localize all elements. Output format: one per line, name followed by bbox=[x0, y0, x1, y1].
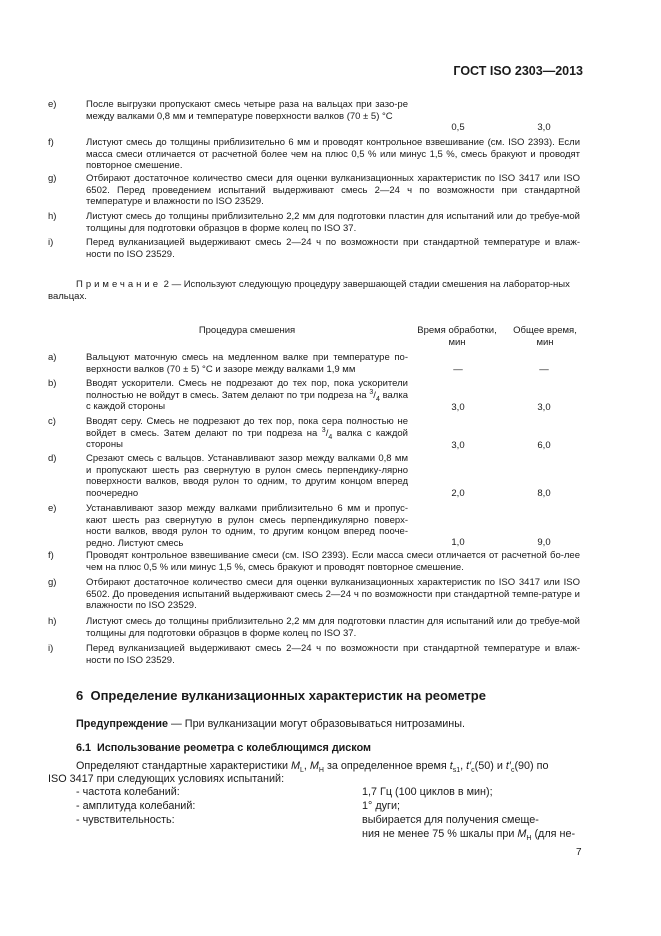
list-letter: g) bbox=[48, 577, 57, 588]
time-value: 0,5 bbox=[451, 122, 465, 133]
warning-text: — При вулканизации могут образовываться нитрозамины. bbox=[168, 718, 465, 730]
list-text: Листуют смесь до толщины приблизительно 2,2 мм для подготовки пластин для испытаний или до требуе-мой толщины для подготовки образцов в форме колец по ISO 37. bbox=[86, 211, 580, 234]
table-header-procedure: Процедура смешения bbox=[198, 325, 296, 336]
list-text: После выгрузки пропускают смесь четыре раза на вальцах при зазо-ре между валками 0,8 мм и температуре поверхности валков (70 ± 5) °С bbox=[86, 99, 408, 122]
total-time-value: 9,0 bbox=[537, 537, 551, 548]
list-text: Перед вулканизацией выдерживают смесь 2—24 ч по возможности при стандартной температуре и влаж-ности по ISO 23529. bbox=[86, 643, 580, 666]
time-value: — bbox=[453, 364, 463, 375]
total-time-value: 8,0 bbox=[537, 488, 551, 499]
list-letter: c) bbox=[48, 416, 56, 427]
note-text: 2 — Используют следующую процедуру завершающей стадии смешения на лаборатор-ных вальцах. bbox=[48, 279, 570, 302]
list-letter: a) bbox=[48, 352, 57, 363]
list-text: Проводят контрольное взвешивание смеси (см. ISO 2393). Если масса смеси отличается от расчетной бо-лее чем на плюс 0,5 % или минус 1,5 %, смесь бракуют и проводят повторное смешение. bbox=[86, 550, 580, 573]
condition-value: 1,7 Гц (100 циклов в мин); bbox=[362, 786, 493, 798]
intro-line: Определяют стандартные характеристики $M_L$, $M_H$ за определенное время $t_{s1}$, $t'_c(50)$ и $t'_c(90)$ по bbox=[76, 760, 549, 775]
table-header-total-time: Общее время, мин bbox=[513, 325, 577, 348]
list-letter: h) bbox=[48, 616, 57, 627]
list-letter: i) bbox=[48, 237, 54, 248]
warning-paragraph bbox=[76, 718, 465, 731]
table-header-time: Время обработки, мин bbox=[417, 325, 497, 348]
condition-value: 1° дуги; bbox=[362, 800, 400, 812]
list-letter: e) bbox=[48, 503, 57, 514]
list-letter: f) bbox=[48, 137, 54, 148]
list-text: Срезают смесь с вальцов. Устанавливают зазор между валками 0,8 мм и пропускают шесть раз свернутую в рулон смесь перпендику-лярно поверхности валков, вводя рулон то одним, то другим концом вперед поочередно bbox=[86, 453, 408, 499]
list-text: Устанавливают зазор между валками приблизительно 6 мм и пропус-кают шесть раз свернутую в рулон смесь перпендикулярно поверх-ности валков, вводя рулон то одним, то другим концом вперед пооче-редно. Листуют смесь bbox=[86, 503, 408, 549]
list-text: Перед вулканизацией выдерживают смесь 2—24 ч по возможности при стандартной температуре и влаж-ности по ISO 23529. bbox=[86, 237, 580, 260]
list-letter: f) bbox=[48, 550, 54, 561]
list-text: Отбирают достаточное количество смеси для оценки вулканизационных характеристик по ISO 3417 или ISO 6502. До проведения испытаний выдерживают смесь 2—24 ч по возможности при стандартной темпе-ратуре и влажности по ISO 23529. bbox=[86, 577, 580, 612]
total-time-value: — bbox=[539, 364, 549, 375]
page-number: 7 bbox=[576, 847, 582, 858]
intro-line-2: ISO 3417 при следующих условиях испытаний: bbox=[48, 773, 285, 785]
condition-label: - чувствительность: bbox=[76, 814, 175, 826]
list-letter: h) bbox=[48, 211, 57, 222]
list-text: Вводят ускорители. Смесь не подрезают до тех пор, пока ускорители полностью не войдут в смесь. Затем делают по три подреза на $^3/_4$ валка с каждой стороны bbox=[86, 378, 408, 413]
condition-label: - частота колебаний: bbox=[76, 786, 180, 798]
document-header-title: ГОСТ ISO 2303—2013 bbox=[453, 64, 583, 78]
list-text: Отбирают достаточное количество смеси для оценки вулканизационных характеристик по ISO 3417 или ISO 6502. Перед проведением испытаний выдерживают смесь 2—24 ч по возможности при стандартной температуре и влажности по ISO 23529. bbox=[86, 173, 580, 208]
total-time-value: 6,0 bbox=[537, 440, 551, 451]
list-text: Вальцуют маточную смесь на медленном валке при температуре по-верхности валков (70 ± 5) °С и зазоре между валками 1,9 мм bbox=[86, 352, 408, 375]
list-letter: e) bbox=[48, 99, 57, 110]
list-text: Листуют смесь до толщины приблизительно 6 мм и проводят контрольное взвешивание (см. ISO 2393). Если масса смеси отличается от расчетной более чем на плюс 0,5 % или минус 1,5 %, смесь бракуют и проводят повторное смешение. bbox=[86, 137, 580, 172]
list-text: Вводят серу. Смесь не подрезают до тех пор, пока сера полностью не войдет в смесь. Затем делают по три подреза на $^3/_4$ валка с каждой стороны bbox=[86, 416, 408, 451]
note-paragraph bbox=[48, 279, 581, 302]
condition-value: выбирается для получения смеще- bbox=[362, 814, 539, 826]
subsection-heading: 6.1 Использование реометра с колеблющимся диском bbox=[76, 742, 372, 754]
warning-label: Предупреждение bbox=[76, 718, 169, 730]
list-text: Листуют смесь до толщины приблизительно 2,2 мм для подготовки пластин для испытаний или до требуе-мой толщины для подготовки образцов в форме колец по ISO 37. bbox=[86, 616, 580, 639]
condition-label: - амплитуда колебаний: bbox=[76, 800, 196, 812]
list-letter: d) bbox=[48, 453, 57, 464]
total-time-value: 3,0 bbox=[537, 122, 551, 133]
time-value: 1,0 bbox=[451, 537, 465, 548]
time-value: 3,0 bbox=[451, 440, 465, 451]
section-heading: 6 Определение вулканизационных характеристик на реометре bbox=[76, 688, 486, 703]
condition-value-cont: ния не менее 75 % шкалы при $M_H$ (для не- bbox=[362, 828, 576, 843]
list-letter: i) bbox=[48, 643, 54, 654]
list-letter: b) bbox=[48, 378, 57, 389]
time-value: 3,0 bbox=[451, 402, 465, 413]
time-value: 2,0 bbox=[451, 488, 465, 499]
total-time-value: 3,0 bbox=[537, 402, 551, 413]
list-letter: g) bbox=[48, 173, 57, 184]
note-label: Примечание bbox=[76, 279, 161, 290]
